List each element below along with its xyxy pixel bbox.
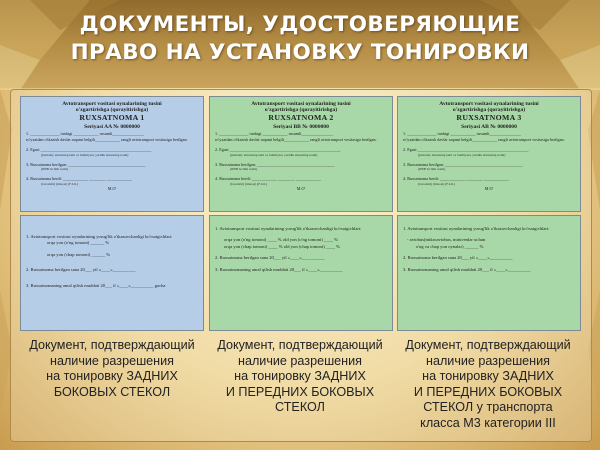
issue-date: 2. Ruxsatnoma berilgan sana 20___ yil «____»__________ <box>403 255 513 261</box>
field-issuer: 4. Ruxsatnoma berdi: ____________ ________ ____________ <box>26 176 133 182</box>
validity-date: 3. Ruxsatnomaning amal qilish muddati 20___ il «____»__________ <box>215 266 343 272</box>
bus-windows-note: - avtobus(mikroavtobus, minivenlar uchun <box>407 237 486 243</box>
permit-header: Avtotransport vositasi oynalarining tusini <box>439 101 539 107</box>
caption-line: СТЕКОЛ <box>275 400 325 414</box>
transmittance-label: 1. Avtotransport vositasi oynalarining yorug'lik o'tkazuvchanligi ko'rsatgichlari: <box>26 234 173 239</box>
caption-line: Документ, подтверждающий <box>405 338 571 352</box>
title-line-1: ДОКУМЕНТЫ, УДОСТОВЕРЯЮЩИЕ <box>79 12 521 37</box>
permit-serial: Seriyasi AA № 0000000 <box>84 124 140 131</box>
permit-header: Avtotransport vositasi oynalarining tusini <box>62 101 162 107</box>
field-type: 1. ______________ turdagi ____________ rusumli_______________ <box>26 131 144 137</box>
permit-2-front <box>209 96 393 212</box>
permit-header-2: o'zgartirishga (qorayitirishga) <box>452 107 526 114</box>
caption-line: на тонировку ЗАДНИХ <box>46 369 178 383</box>
permit-name: RUXSATNOMA 1 <box>79 113 145 123</box>
seal-place: M.O' <box>484 185 494 191</box>
page-title <box>0 11 600 67</box>
caption-line: на тонировку ЗАДНИХ <box>234 369 366 383</box>
field-issuer-hint: (lavozimi) (imzosi) (F.I.O.) <box>230 181 268 186</box>
field-owner-hint: (jismoniy shaxsning ismi va familiyasi, yuridik shaxsning nomi) <box>230 152 318 157</box>
issue-date: 2. Ruxsatnoma berilgan sana 20___ yil «____»__________ <box>215 255 325 261</box>
field-owner: 2. Egasi _____________________________________________________ <box>215 147 341 153</box>
caption-line: БОКОВЫХ СТЕКОЛ <box>53 384 171 399</box>
transmittance-side: o'ng va chap yon oynalar) ______ % <box>416 243 484 249</box>
validity-date: 3. Ruxsatnomaning amal qilish muddati 20___ il «____»__________ gacha <box>26 282 166 288</box>
permit-name: RUXSATNOMA 3 <box>456 113 522 123</box>
transmittance-right: orqa yon (o'ng tomoni) ____ % old yon (o'ng tomoni) ____ % <box>224 237 339 243</box>
field-issued: 3. Ruxsatnoma berilgan: _____________________________________ <box>403 161 523 167</box>
transmittance-rear-left: orqa yon (chap tomoni) ______ % <box>47 251 111 257</box>
field-owner: 2. Egasi _____________________________________________________ <box>26 147 152 153</box>
caption-3 <box>398 338 578 431</box>
permit-name: RUXSATNOMA 2 <box>268 113 334 123</box>
permit-header-2: o'zgartirishga (qorayitirishga) <box>264 107 338 114</box>
transmittance-label: 1. Avtotransport vositasi oynalarining yorug'lik o'tkazuvchanligi ko'rsatgichlari: <box>403 226 550 231</box>
field-issuer: 4. Ruxsatnoma berdi: ____________ ________ ____________ <box>215 176 322 182</box>
field-issuer-hint: (lavozimi) (imzosi) (F.I.O.) <box>418 181 456 186</box>
field-type: 1. ______________ turdagi ____________ rusumli_______________ <box>403 131 521 137</box>
field-type: 1. ______________ turdagi ____________ rusumli_______________ <box>215 131 333 137</box>
field-issued: 3. Ruxsatnoma berilgan: _____________________________________ <box>215 161 335 167</box>
caption-2 <box>210 338 390 416</box>
caption-line: Документ, подтверждающий <box>29 338 195 352</box>
permit-1-back <box>20 215 204 331</box>
seal-place: M.O' <box>107 185 117 191</box>
transmittance-rear-right: orqa yon (o'ng tomoni) ______ % <box>47 240 110 246</box>
field-plate: ro'yxatdan o'tkazish davlat raqami belgili____________ rangli avtotransport vositasiga berilgan. <box>403 136 565 142</box>
title-line-2: ПРАВО НА УСТАНОВКУ ТОНИРОВКИ <box>70 40 530 65</box>
caption-line: наличие разрешения <box>237 353 362 368</box>
field-issued-hint: (IIBB bo'limi nomi) <box>41 167 69 172</box>
field-plate: ro'yxatdan o'tkazish davlat raqami belgili____________ rangli avtotransport vositasiga berilgan. <box>215 136 377 142</box>
field-plate: ro'yxatdan o'tkazish davlat raqami belgili____________ rangli avtotransport vositasiga berilgan. <box>26 136 188 142</box>
permit-serial: Seriyasi BB № 0000000 <box>273 124 329 131</box>
caption-line: наличие разрешения <box>425 353 550 368</box>
caption-line: Документ, подтверждающий <box>217 338 383 352</box>
field-issuer: 4. Ruxsatnoma berdi: ____________ ________ ____________ <box>403 176 510 182</box>
permit-2-back <box>209 215 393 331</box>
seal-place: M.O' <box>296 185 306 191</box>
transmittance-label: 1. Avtotransport vositasi oynalarining yorug'lik o'tkazuvchanligi ko'rsatgichlari: <box>215 226 362 231</box>
field-owner-hint: (jismoniy shaxsning ismi va familiyasi, yuridik shaxsning nomi) <box>418 152 506 157</box>
permit-header: Avtotransport vositasi oynalarining tusini <box>251 101 351 107</box>
caption-line: наличие разрешения <box>49 353 174 368</box>
caption-line: на тонировку ЗАДНИХ <box>422 369 554 383</box>
permit-header-2: o'zgartirishga (qorayitirishga) <box>75 107 149 114</box>
field-issued: 3. Ruxsatnoma berilgan: _____________________________________ <box>26 161 146 167</box>
field-issuer-hint: (lavozimi) (imzosi) (F.I.O.) <box>41 181 79 186</box>
caption-line: СТЕКОЛ у транспорта <box>423 400 553 414</box>
field-issued-hint: (IIBB bo'limi nomi) <box>230 167 258 172</box>
permit-3-back <box>397 215 581 331</box>
permit-1-front <box>20 96 204 212</box>
caption-1 <box>22 338 202 400</box>
caption-line: И ПЕРЕДНИХ БОКОВЫХ <box>413 384 563 399</box>
permit-3-front <box>397 96 581 212</box>
field-issued-hint: (IIBB bo'limi nomi) <box>418 167 446 172</box>
field-owner-hint: (jismoniy shaxsning ismi va familiyasi, yuridik shaxsning nomi) <box>41 152 129 157</box>
field-owner: 2. Egasi _____________________________________________________ <box>403 147 529 153</box>
caption-line: класса М3 категории III <box>420 415 556 430</box>
transmittance-left: orqa yon (chap tomoni) ____ % old yon (chap tomoni) ____ % <box>224 243 340 249</box>
permit-serial: Seriyasi AB № 0000000 <box>461 124 517 131</box>
validity-date: 3. Ruxsatnomaning amal qilish muddati 20___ il «____»__________ <box>403 266 531 272</box>
caption-line: И ПЕРЕДНИХ БОКОВЫХ <box>225 384 375 399</box>
issue-date: 2. Ruxsatnoma berilgan sana 20___ yil «____»__________ <box>26 267 136 273</box>
